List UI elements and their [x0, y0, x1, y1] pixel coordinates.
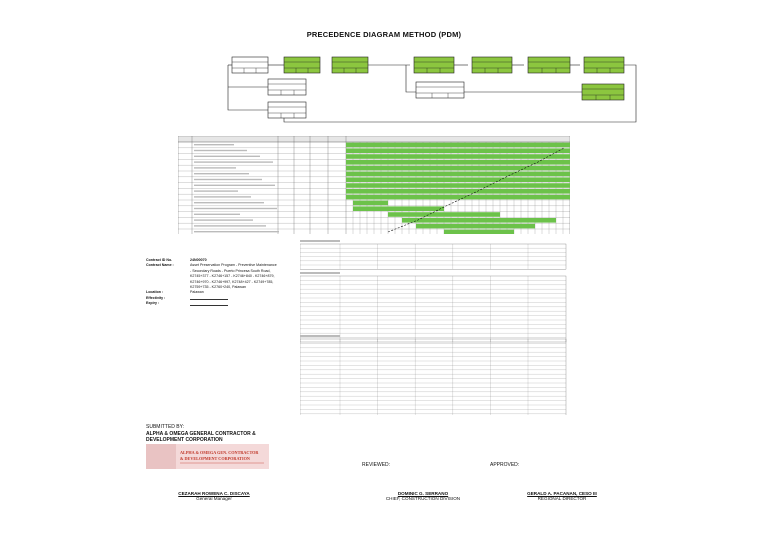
signatory-2 — [353, 491, 493, 501]
signatory-1 — [144, 491, 284, 501]
gantt-task-text-6 — [194, 179, 262, 180]
gantt-task-text-10 — [194, 202, 264, 203]
gantt-bar-10 — [353, 201, 388, 206]
signatory-1-name: CEZARAH ROWENA C. DISCAYA — [178, 491, 250, 496]
activity-box-a1 — [284, 57, 320, 73]
effectivity-blank — [190, 296, 228, 300]
gantt-task-text-13 — [194, 219, 253, 220]
expiry-blank — [190, 302, 228, 306]
location-value: Palawan — [190, 290, 204, 295]
summary-frame-1 — [300, 276, 566, 342]
summary-tables — [300, 240, 570, 415]
gantt-bar-0 — [346, 143, 570, 148]
signatory-2-name: DOMINIC G. SERRANO — [397, 491, 449, 496]
gantt-task-text-3 — [194, 161, 273, 162]
gantt-task-text-15 — [194, 231, 279, 232]
gantt-task-text-5 — [194, 173, 249, 174]
gantt-bar-5 — [346, 172, 570, 177]
gantt-task-text-8 — [194, 190, 238, 191]
gantt-bar-4 — [346, 166, 570, 171]
summary-caption-1 — [300, 272, 340, 274]
schedule-gantt — [178, 136, 570, 234]
signatory-3 — [492, 491, 632, 501]
logo-text-line-1: ALPHA & OMEGA GEN. CONTRACTOR — [180, 450, 259, 455]
effectivity-label: Effectivity : — [146, 295, 166, 300]
gantt-task-text-14 — [194, 225, 266, 226]
gantt-task-text-4 — [194, 167, 236, 168]
contract-name-line-2: - Secondary Roads - Puerto Princesa South Road, — [190, 268, 271, 273]
gantt-bar-3 — [346, 160, 570, 165]
contract-details — [146, 258, 286, 307]
signatory-3-role: REGIONAL DIRECTOR — [537, 496, 587, 501]
activity-box-b2 — [268, 102, 306, 118]
activity-box-start — [232, 57, 268, 73]
gantt-bar-8 — [346, 189, 570, 194]
contract-id-label: Contract ID No. — [146, 258, 173, 262]
gantt-bar-7 — [346, 183, 570, 188]
summary-caption-0 — [300, 240, 340, 242]
gantt-bar-9 — [346, 195, 570, 200]
submitted-by-label: SUBMITTED BY: — [146, 424, 185, 430]
gantt-bar-15 — [444, 230, 514, 234]
activity-box-b4 — [582, 84, 624, 100]
gantt-bar-2 — [346, 154, 570, 159]
activity-boxes — [232, 57, 624, 118]
contract-id-value: 24N00070 — [190, 258, 207, 262]
gantt-task-text-1 — [194, 150, 247, 151]
gantt-task-text-9 — [194, 196, 251, 197]
gantt-bar-14 — [416, 224, 535, 229]
signatory-2-role: CHIEF, CONSTRUCTION DIVISION — [385, 496, 461, 501]
location-label: Location : — [146, 290, 164, 295]
company-name-line-1: ALPHA & OMEGA GENERAL CONTRACTOR & — [146, 430, 256, 437]
gantt-header — [178, 136, 570, 142]
gantt-task-text-0 — [194, 144, 234, 145]
contract-name-line-3: K2745+377 - K2746+157 - K2746+840 - K2746+879, — [190, 274, 275, 279]
gantt-bar-12 — [388, 212, 500, 217]
summary-frame-2 — [300, 339, 566, 415]
gantt-bar-13 — [402, 218, 556, 223]
reviewed-label: REVIEWED: — [362, 462, 391, 468]
signatory-3-name: GERALD A. PACANAN, CESO III — [527, 491, 597, 496]
logo-text-line-2: & DEVELOPMENT CORPORATION — [180, 456, 250, 461]
gantt-task-text-2 — [194, 156, 260, 157]
gantt-bar-11 — [353, 206, 444, 211]
company-logo — [146, 444, 269, 469]
activity-box-a4 — [472, 57, 512, 73]
activity-box-a5 — [528, 57, 570, 73]
contract-name-label: Contract Name : — [146, 263, 174, 268]
gantt-task-text-11 — [194, 208, 277, 209]
pdm-network-diagram — [224, 52, 644, 124]
company-name-line-2: DEVELOPMENT CORPORATION — [146, 437, 223, 444]
gantt-bar-1 — [346, 148, 570, 153]
summary-caption-2 — [300, 335, 340, 337]
approved-label: APPROVED: — [490, 462, 520, 468]
expiry-label: Expiry : — [146, 301, 160, 306]
page-title: PRECEDENCE DIAGRAM METHOD (PDM) — [306, 30, 462, 39]
contract-name-line-4: K2746+970 - K2746+997, K2748+427 - K2749+785, — [190, 279, 274, 284]
activity-box-a2 — [332, 57, 368, 73]
activity-box-b3 — [416, 82, 464, 98]
activity-box-a3 — [414, 57, 454, 73]
gantt-bar-6 — [346, 177, 570, 182]
submitted-by — [146, 424, 256, 444]
contract-name-line-5: K2759+735 - K2760+240, Palawan — [190, 285, 246, 290]
signatory-1-role: General Manager — [196, 496, 232, 501]
activity-box-b1 — [268, 79, 306, 95]
gantt-task-text-12 — [194, 214, 240, 215]
activity-box-a6 — [584, 57, 624, 73]
gantt-task-text-7 — [194, 185, 275, 186]
contract-name-line-1: Asset Preservation Program - Preventive Maintenance — [190, 263, 277, 268]
